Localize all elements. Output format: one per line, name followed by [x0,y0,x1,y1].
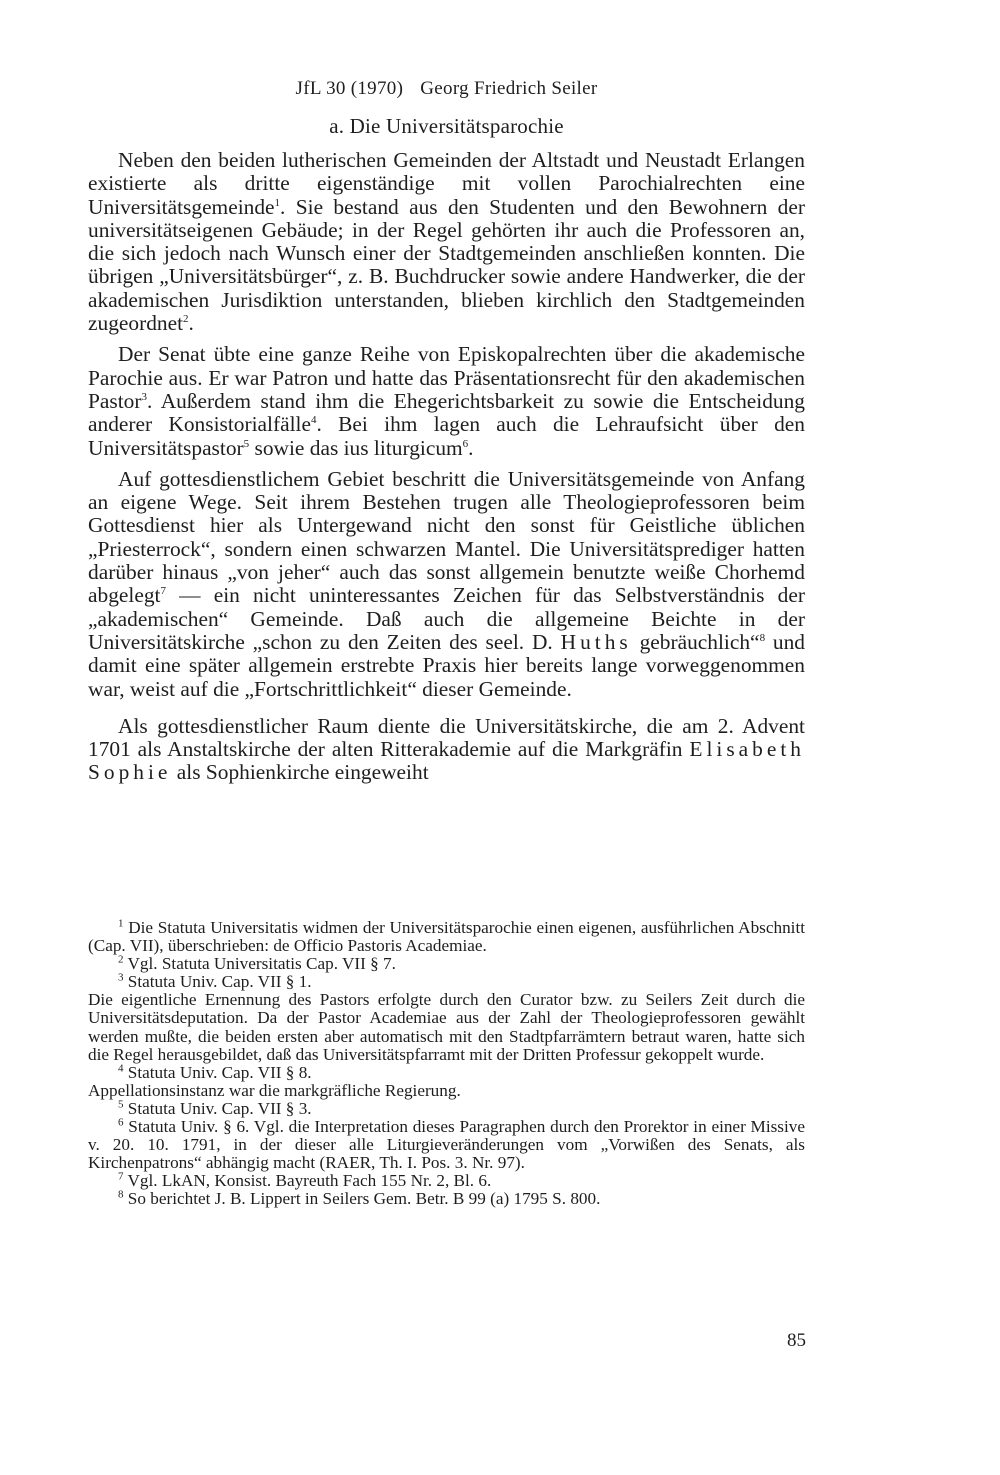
page-body [88,78,805,793]
body-text [88,149,805,785]
paragraph-2: Der Senat übte eine ganze Reihe von Episkopalrechten über die akademische Parochie aus. Er war Patron und hatte das Präsentationsrecht für den akademischen Pastor$^3$. Außerdem stand ihm die Ehegerichtsbarkeit zu sowie die Entscheidung anderer Konsistorialfälle$^4$. Bei ihm lagen auch die Lehraufsicht über den Universitätspastor$^5$ sowie das ius liturgicum$^6$. [88,342,805,460]
paragraph-1: Neben den beiden lutherischen Gemeinden der Altstadt und Neustadt Erlangen existierte als dritte eigenständige mit vollen Parochialrechten eine Universitätsgemeinde$^1$. Sie bestand aus den Studenten und den Bewohnern der universitätseigenen Gebäude; in der Regel gehörten ihr auch die Professoren an, die sich jedoch nach Wunsch einer der Stadtgemeinden anschließen konnten. Die übrigen „Universitätsbürger“, z. B. Buchdrucker sowie andere Handwerker, die der akademischen Jurisdiktion unterstanden, blieben kirchlich den Stadtgemeinden zugeordnet$^2$. [88,148,805,336]
article-author: Georg Friedrich Seiler [420,78,598,99]
footnote-3: $^3$ Statuta Univ. Cap. VII § 1. [118,971,312,992]
footnote-8: $^8$ So berichtet J. B. Lippert in Seilers Gem. Betr. B 99 (a) 1795 S. 800. [118,1188,601,1209]
footnote-ref-5: 5 [243,437,250,450]
footnote-ref-8: 8 [759,631,766,644]
footnote-ref-3: 3 [141,390,147,403]
footnote-2: $^2$ Vgl. Statuta Universitatis Cap. VII § 7. [118,953,396,974]
footnote-4: $^4$ Statuta Univ. Cap. VII § 8. [118,1062,312,1082]
paragraph-4: Als gottesdienstlicher Raum diente die Universitätskirche, die am 2. Advent 1701 als Anstaltskirche der alten Ritterakademie auf die Markgräfin Elisabeth Sophie als Sophienkirche eingeweiht [88,713,805,785]
footnote-ref-4: 4 [310,414,317,427]
section-heading: a. Die Universitätsparochie [329,114,564,138]
footnotes [88,919,805,1209]
footnote-ref-1: 1 [274,196,281,209]
spaced-name-huths: Huths [560,629,632,654]
spaced-name-elisabeth-sophie: Elisabeth Sophie [88,737,805,785]
footnote-1: $^1$ Die Statuta Universitatis widmen der Universitätsparochie einen eigenen, ausführlichen Abschnitt (Cap. VII), überschrieben: de Officio Pastoris Academiae. [88,917,805,956]
footnote-ref-7: 7 [160,585,166,598]
footnote-7: $^7$ Vgl. LkAN, Konsist. Bayreuth Fach 155 Nr. 2, Bl. 6. [118,1170,492,1191]
footnote-ref-6: 6 [462,437,469,450]
footnote-ref-2: 2 [183,312,189,325]
journal-citation: JfL 30 (1970) [295,78,404,99]
footnote-6: $^6$ Statuta Univ. § 6. Vgl. die Interpretation dieses Paragraphen durch den Prorektor in einer Missive v. 20. 10. 1791, in der dieser alle Liturgieveränderungen vom „Vorwißen des Senats, als Kirchenpatrons“ abhängig macht (RAER, Th. I. Pos. 3. Nr. 97). [88,1116,805,1173]
running-head [88,78,805,100]
page-number: 85 [787,1330,806,1351]
paragraph-3: Auf gottesdienstlichem Gebiet beschritt die Universitätsgemeinde von Anfang an eigene Wege. Seit ihrem Bestehen trugen alle Theologieprofessoren beim Gottesdienst hier als Untergewand nicht den sonst für Geistliche üblichen „Priesterrock“, sondern einen schwarzen Mantel. Die Universitätsprediger hatten darüber hinaus „von jeher“ auch das sonst allgemein benutzte weiße Chorhemd abgelegt$^7$ — ein nicht uninteressantes Zeichen für das Selbstverständnis der „akademischen“ Gemeinde. Daß auch die allgemeine Beichte in der Universitätskirche „schon zu den Zeiten des seel. D. Huths gebräuchlich“$^8$ und damit eine später allgemein erstrebte Praxis hier bereits lange vorweggenommen war, weist auf die „Fortschrittlichkeit“ dieser Gemeinde. [88,466,805,701]
footnote-4-continuation: Appellationsinstanz war die markgräfliche Regierung. [88,1080,461,1100]
footnote-5: $^5$ Statuta Univ. Cap. VII § 3. [118,1098,312,1118]
footnote-3-continuation: Die eigentliche Ernennung des Pastors erfolgte durch den Curator bzw. zu Seilers Zeit durch die Universitätsdeputation. Da der Pastor Academiae aus der Zahl der Theologieprofessoren gewählt werden mußte, die beiden ersten aber automatisch mit den Stadtpfarrämtern betraut waren, hatte sich die Regel herausgebildet, daß das Universitätspfarramt mit der Dritten Professur gekoppelt wurde. [88,990,805,1064]
